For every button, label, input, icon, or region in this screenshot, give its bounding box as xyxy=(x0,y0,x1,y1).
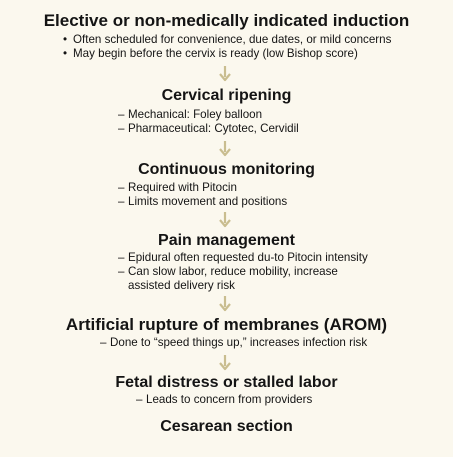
step-bullet: • Often scheduled for convenience, due dates, or mild concerns xyxy=(63,33,391,47)
down-arrow-icon xyxy=(218,212,232,228)
step-title: Fetal distress or stalled labor xyxy=(115,374,338,391)
step-bullet: • May begin before the cervix is ready (low Bishop score) xyxy=(63,47,391,61)
step-bullet-list xyxy=(118,251,368,293)
step-bullet: – Required with Pitocin xyxy=(118,181,287,195)
step-title: Cesarean section xyxy=(160,418,293,435)
step-title: Artificial rupture of membranes (AROM) xyxy=(65,315,388,334)
step-bullet-list xyxy=(118,181,287,209)
step-bullet: – Pharmaceutical: Cytotec, Cervidil xyxy=(118,122,299,136)
step-bullet: – Limits movement and positions xyxy=(118,195,287,209)
step-title: Cervical ripening xyxy=(161,87,292,104)
step-title: Elective or non-medically indicated induction xyxy=(43,11,410,30)
down-arrow-icon xyxy=(218,141,232,157)
step-bullet: – Epidural often requested du-to Pitocin intensity xyxy=(118,251,368,265)
step-bullet-list xyxy=(136,393,312,407)
down-arrow-icon xyxy=(218,355,232,371)
down-arrow-icon xyxy=(218,66,232,82)
step-bullet: – Can slow labor, reduce mobility, increase xyxy=(118,265,368,279)
step-bullet: – Done to “speed things up,” increases infection risk xyxy=(100,336,367,350)
down-arrow-icon xyxy=(218,296,232,312)
step-title: Pain management xyxy=(158,232,295,249)
step-bullet: – Mechanical: Foley balloon xyxy=(118,108,299,122)
step-bullet: assisted delivery risk xyxy=(128,279,235,292)
step-title: Continuous monitoring xyxy=(138,161,315,178)
step-bullet-list xyxy=(118,108,299,136)
step-bullet-list xyxy=(63,33,391,61)
step-bullet-list xyxy=(100,336,367,350)
step-bullet: – Leads to concern from providers xyxy=(136,393,312,407)
